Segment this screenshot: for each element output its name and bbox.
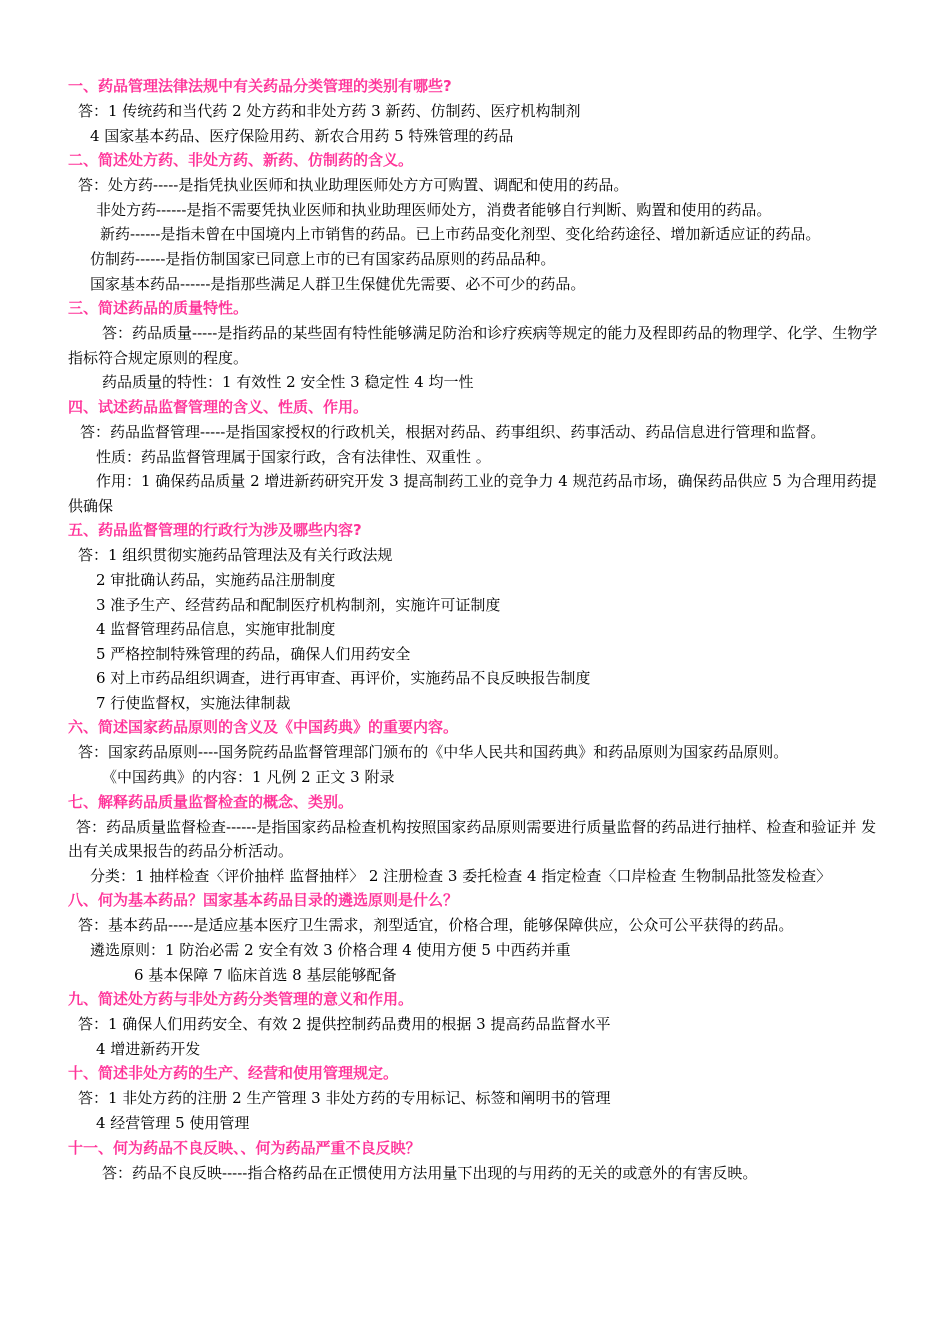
list-item: 2 审批确认药品，实施药品注册制度 — [96, 570, 336, 589]
answer-line: 答：1 非处方药的注册 2 生产管理 3 非处方药的专用标记、标签和阐明书的管理 — [78, 1089, 611, 1108]
answer-line: 4 国家基本药品、医疗保险用药、新农合用药 5 特殊管理的药品 — [90, 126, 514, 145]
question-7-title: 七、解释药品质量监督检查的概念、类别。 — [68, 792, 354, 811]
answer-line: 遴选原则：1 防治必需 2 安全有效 3 价格合理 4 使用方便 5 中西药并重 — [90, 941, 571, 960]
answer-line: 性质：药品监督管理属于国家行政，含有法律性、双重性 。 — [96, 447, 491, 466]
question-4-title: 四、试述药品监督管理的含义、性质、作用。 — [68, 397, 369, 416]
answer-paragraph: 答：药品监督管理-----是指国家授权的行政机关，根据对药品、药事组织、药事活动、药品信息进行管理和监督。 — [80, 422, 826, 441]
document-body — [68, 74, 886, 1185]
answer-line: 4 增进新药开发 — [96, 1039, 201, 1058]
question-6-title: 六、简述国家药品原则的含义及《中国药典》的重要内容。 — [68, 718, 459, 737]
question-11-title: 十一、何为药品不良反映、、何为药品严重不良反映？ — [68, 1138, 421, 1157]
question-8-title: 八、何为基本药品？国家基本药品目录的遴选原则是什么？ — [68, 891, 459, 910]
list-item: 3 准予生产、经营药品和配制医疗机构制剂，实施许可证制度 — [96, 595, 501, 614]
answer-line: 4 经营管理 5 使用管理 — [96, 1114, 250, 1132]
question-9-title: 九、简述处方药与非处方药分类管理的意义和作用。 — [68, 990, 414, 1009]
answer-line: 答：处方药-----是指凭执业医师和执业助理医师处方方可购置、调配和使用的药品。 — [78, 176, 629, 195]
answer-line: 答：基本药品-----是适应基本医疗卫生需求，剂型适宜，价格合理，能够保障供应，公众可公平获得的药品。 — [78, 916, 794, 935]
answer-line: 6 基本保障 7 临床首选 8 基层能够配备 — [134, 965, 397, 984]
question-2-title: 二、简述处方药、非处方药、新药、仿制药的含义。 — [68, 151, 414, 170]
answer-paragraph: 作用：1 确保药品质量 2 增进新药研究开发 3 提高制药工业的竞争力 4 规范药品市场，确保药品供应 5 为合理用药提供确保 — [68, 472, 877, 515]
answer-paragraph: 答：药品质量-----是指药品的某些固有特性能够满足防治和诊疗疾病等规定的能力及程即药品的物理学、化学、生物学指标符合规定原则的程度。 — [68, 324, 878, 367]
list-item: 答：1 组织贯彻实施药品管理法及有关行政法规 — [78, 546, 393, 565]
answer-paragraph: 新药------是指未曾在中国境内上市销售的药品。已上市药品变化剂型、变化给药途径、增加新适应证的药品。 — [100, 225, 821, 244]
list-item: 6 对上市药品组织调查，进行再审查、再评价，实施药品不良反映报告制度 — [96, 669, 591, 688]
question-1-title: 一、药品管理法律法规中有关药品分类管理的类别有哪些? — [68, 77, 452, 95]
answer-line: 非处方药------是指不需要凭执业医师和执业助理医师处方，消费者能够自行判断、购置和使用的药品。 — [96, 200, 772, 219]
answer-line: 国家基本药品------是指那些满足人群卫生保健优先需要、必不可少的药品。 — [90, 274, 586, 293]
list-item: 5 严格控制特殊管理的药品，确保人们用药安全 — [96, 644, 411, 663]
answer-line: 仿制药------是指仿制国家已同意上市的已有国家药品原则的药品品种。 — [90, 249, 556, 268]
question-3-title: 三、简述药品的质量特性。 — [68, 299, 249, 318]
list-item: 4 监督管理药品信息，实施审批制度 — [96, 620, 336, 639]
question-5-title: 五、药品监督管理的行政行为涉及哪些内容? — [68, 521, 362, 540]
answer-paragraph: 分类：1 抽样检查〈评价抽样 监督抽样〉 2 注册检查 3 委托检查 4 指定检查〈口岸检查 生物制品批签发检查〉 — [90, 866, 832, 885]
list-item: 7 行使监督权，实施法律制裁 — [96, 693, 291, 712]
answer-line: 答：1 传统药和当代药 2 处方药和非处方药 3 新药、仿制药、医疗机构制剂 — [78, 102, 581, 120]
answer-line: 《中国药典》的内容：1 凡例 2 正文 3 附录 — [102, 768, 395, 787]
answer-line: 答：国家药品原则----国务院药品监督管理部门颁布的《中华人民共和国药典》和药品原则为国家药品原则。 — [78, 743, 789, 762]
answer-line: 药品质量的特性：1 有效性 2 安全性 3 稳定性 4 均一性 — [102, 373, 474, 392]
answer-line: 答：1 确保人们用药安全、有效 2 提供控制药品费用的根据 3 提高药品监督水平 — [78, 1015, 611, 1034]
question-10-title: 十、简述非处方药的生产、经营和使用管理规定。 — [68, 1064, 399, 1083]
answer-paragraph: 答：药品质量监督检查------是指国家药品检查机构按照国家药品原则需要进行质量监督的药品进行抽样、检查和验证并 发出有关成果报告的药品分析活动。 — [68, 817, 877, 861]
answer-line: 答：药品不良反映-----指合格药品在正惯使用方法用量下出现的与用药的无关的或意外的有害反映。 — [102, 1163, 758, 1182]
